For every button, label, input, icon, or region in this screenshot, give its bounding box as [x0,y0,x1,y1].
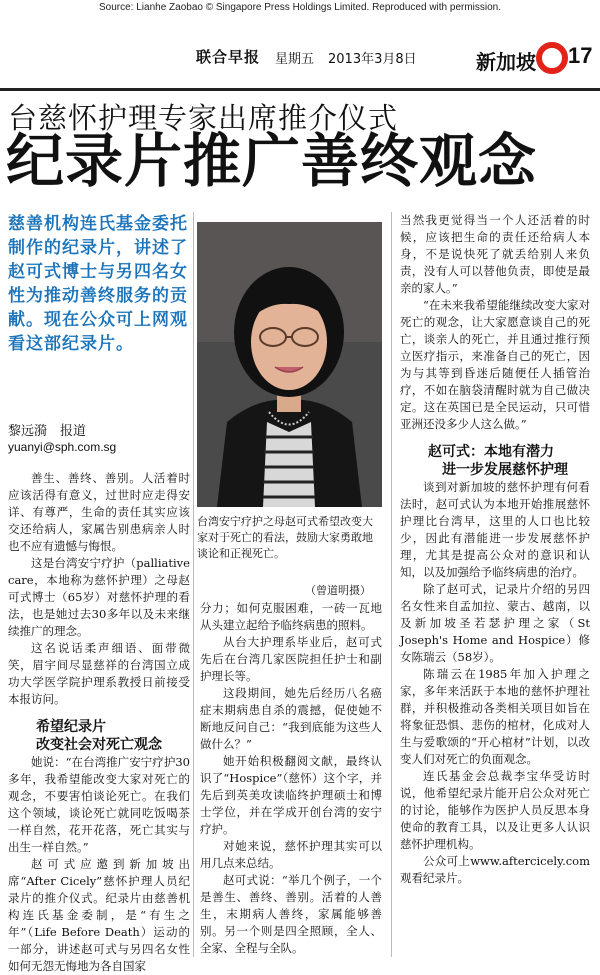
photo-credit: （曾道明摄） [305,584,371,597]
issue-date: 2013年3月8日 [328,52,417,67]
paragraph: 这名说话柔声细语、面带微笑，眉宇间尽显慈祥的台湾国立成功大学医学院护理系教授日前接受本报访问。 [8,641,190,706]
section-name: 新加坡 [476,50,536,74]
section-ring-icon [536,42,568,74]
portrait-illustration [197,222,382,507]
subhead-line: 希望纪录片 [36,719,106,735]
issue-day: 星期五 [275,52,315,67]
paragraph: 公众可上www.aftercicely.com观看纪录片。 [400,854,590,885]
masthead [0,22,600,92]
paragraph: 从台大护理系毕业后，赵可式先后在台湾几家医院担任护士和副护理长等。 [200,635,382,683]
paragraph: 她说：“在台湾推广安宁疗护30多年，我希望能改变大家对死亡的观念，不要害怕谈论死亡。在我们这个领域，谈论死亡就同吃饭喝茶一样自然，花开花落，死亡其实与出生一样自然。” [8,755,190,854]
headline-subtitle: 台慈怀护理专家出席推介仪式 [8,101,399,135]
newspaper-name: 联合早报 [196,48,261,66]
paragraph: 当然我更觉得当一个人还活着的时候，应该把生命的责任还给病人本身，不是说快死了就丢给别人来负责，没有人可以替他负责，即使是最亲的家人。” [400,213,590,295]
masthead-divider [0,88,600,91]
lead-paragraph: 慈善机构连氏基金委托制作的纪录片，讲述了赵可式博士与另四名女性为推动善终服务的贡献。现在公众可上网观看这部纪录片。 [8,214,188,354]
column-divider [391,212,392,957]
paragraph: “在未来我希望能继续改变大家对死亡的观念，让大家愿意谈自己的死亡，谈亲人的死亡，并且通过推行预立医疗指示，来准备自己的死亡，因为与其等到昏迷后随便任人插管治疗，不如在脑袋清醒时就为自己做决定。这在英国已是全民运动，只可惜亚洲还没多少人这么做。” [400,298,590,431]
article-column-1 [8,470,190,975]
paragraph: 这是台湾安宁疗护（palliative care，本地称为慈怀护理）之母赵可式博士（65岁）对慈怀护理的看法，也是她过去30多年以及未来继续推广的理念。 [8,556,190,638]
article-column-3 [400,212,590,887]
column-divider [193,212,194,957]
page-number: 17 [568,43,593,68]
paragraph: 除了赵可式，记录片介绍的另四名女性来自孟加拉、蒙古、越南，以及新加坡圣若瑟护理之家（St Joseph's Home and Hospice）修女陈瑞云（58岁）。 [400,582,590,664]
photo-caption: 台湾安宁疗护之母赵可式希望改变大家对于死亡的看法，鼓励大家勇敢地谈论和正视死亡。 [197,515,373,560]
article-column-2 [200,600,382,957]
paragraph: 分力；如何克服困难，一砖一瓦地从头建立起给予临终病患的照料。 [200,601,382,632]
subhead-line: 进一步发展慈怀护理 [442,462,568,478]
subhead-line: 赵可式：本地有潜力 [428,444,554,460]
paragraph: 善生、善终、善别。人活着时应该活得有意义，过世时应走得安详、有尊严，生命的责任其实应该交还给病人，家属告别患病亲人时也不应有遗憾与悔恨。 [8,471,190,553]
paragraph: 谈到对新加坡的慈怀护理有何看法时，赵可式认为本地开始推展慈怀护理比台湾早，这里的人口也比较少，因此有潜能进一步发展慈怀护理，尤其是提高公众对的意识和认知，以及加强给予临终病患的治疗。 [400,480,590,579]
paragraph: 赵可式应邀到新加坡出席“After Cicely”慈怀护理人员纪录片的推介仪式。纪录片由慈善机构连氏基金委制，是“有生之年”（Life Before Death）运动的一部分，讲述赵可式与另四名女性如何无怨无悔地为各自国家 [8,857,190,973]
paragraph: 这段期间，她先后经历八名癌症末期病患自杀的震撼，促使她不断地反问自己：“我到底能为这些人做什么？” [200,686,382,751]
byline-email: yuanyi@sph.com.sg [8,440,117,454]
paragraph: 陈瑞云在1985年加入护理之家，多年来活跃于本地的慈怀护理社群，并积极推动各类相关项目如旨在将象征恐惧、悲伤的棺材，化成对人生与爱歌颂的“开心棺材”计划，以改变人们对死亡的负面观念。 [400,667,590,766]
source-attribution: Source: Lianhe Zaobao © Singapore Press Holdings Limited. Reproduced with permission. [98,2,502,13]
paragraph: 对她来说，慈怀护理其实可以用几点来总结。 [200,839,382,870]
headline-title: 纪录片推广善终观念 [6,127,538,195]
paragraph: 她开始积极翻阅文献，最终认识了“Hospice”（慈怀）这个字，并先后到英美攻读临终护理硕士和博士学位，并在学成开创台湾的安宁疗护。 [200,754,382,836]
byline-reporter: 黎远漪 报道 [8,424,87,439]
subhead-line: 改变社会对死亡观念 [36,737,162,753]
paragraph: 连氏基金会总裁李宝华受访时说，他希望纪录片能开启公众对死亡的讨论，能够作为医护人员反思本身使命的教育工具，以及让更多人认识慈怀护理机构。 [400,769,590,851]
paragraph: 赵可式说：“举几个例子，一个是善生、善终、善别。活着的人善生，末期病人善终，家属能够善别。另一个则是四全照顾，全人、全家、全程与全队。 [200,873,382,955]
portrait-photo [197,222,382,507]
